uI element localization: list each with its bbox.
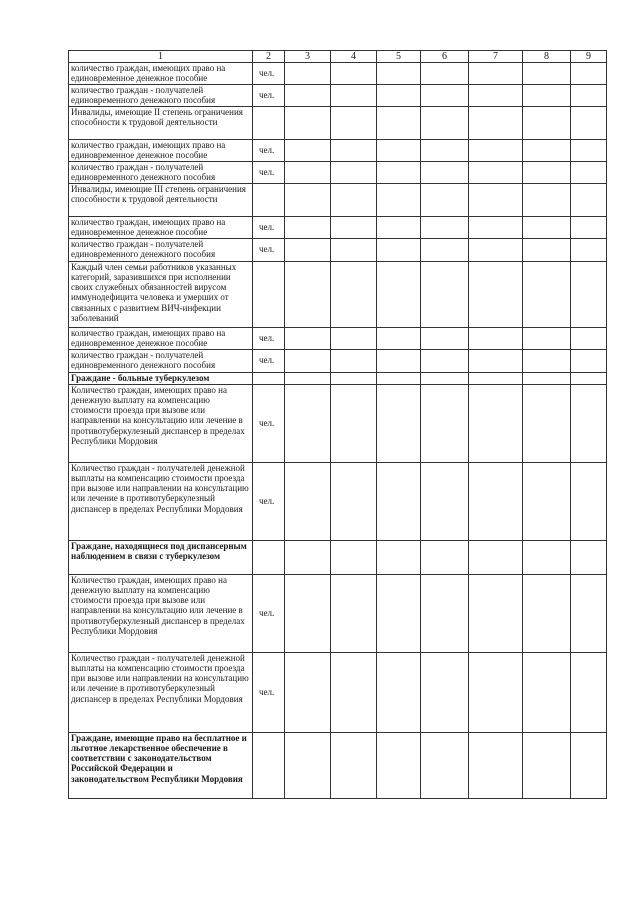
value-cell	[571, 161, 607, 183]
value-cell	[331, 574, 377, 652]
value-cell	[285, 652, 331, 732]
row-label: Каждый член семьи работников указанных категорий, заразившихся при исполнении своих служебных обязанностей вирусом иммунодефицита человека и умерших от связанных с развитием ВИЧ-инфекции заболеваний	[69, 261, 253, 327]
value-cell	[421, 183, 469, 216]
value-cell	[331, 349, 377, 372]
value-cell	[469, 216, 523, 238]
value-cell	[377, 384, 421, 462]
unit-cell	[253, 540, 285, 574]
value-cell	[469, 349, 523, 372]
value-cell	[523, 574, 571, 652]
table-row	[69, 349, 607, 372]
unit-cell: чел.	[253, 84, 285, 106]
column-header-1: 1	[69, 51, 253, 63]
value-cell	[469, 106, 523, 139]
data-table	[68, 50, 607, 799]
row-label: количество граждан, имеющих право на единовременное денежное пособие	[69, 327, 253, 349]
value-cell	[285, 574, 331, 652]
value-cell	[571, 238, 607, 261]
value-cell	[331, 216, 377, 238]
value-cell	[331, 139, 377, 161]
value-cell	[421, 349, 469, 372]
row-label: Граждане, находящиеся под диспансерным наблюдением в связи с туберкулезом	[69, 540, 253, 574]
column-header-4: 4	[331, 51, 377, 63]
value-cell	[469, 84, 523, 106]
value-cell	[377, 372, 421, 384]
value-cell	[377, 574, 421, 652]
value-cell	[571, 652, 607, 732]
table-row	[69, 652, 607, 732]
value-cell	[523, 327, 571, 349]
value-cell	[377, 139, 421, 161]
value-cell	[331, 106, 377, 139]
unit-cell: чел.	[253, 349, 285, 372]
row-label: количество граждан - получателей единовременного денежного пособия	[69, 161, 253, 183]
value-cell	[285, 216, 331, 238]
value-cell	[377, 652, 421, 732]
table-row	[69, 161, 607, 183]
column-header-5: 5	[377, 51, 421, 63]
section-row	[69, 732, 607, 798]
value-cell	[377, 327, 421, 349]
value-cell	[469, 574, 523, 652]
value-cell	[285, 372, 331, 384]
value-cell	[377, 732, 421, 798]
row-label: Количество граждан - получателей денежной выплаты на компенсацию стоимости проезда при вызове или направлении на консультацию или лечение в противотуберкулезный диспансер в пределах Республики Мордовия	[69, 462, 253, 540]
unit-cell: чел.	[253, 63, 285, 85]
value-cell	[523, 216, 571, 238]
table-row	[69, 462, 607, 540]
value-cell	[377, 106, 421, 139]
table-row	[69, 261, 607, 327]
unit-cell: чел.	[253, 462, 285, 540]
value-cell	[331, 372, 377, 384]
value-cell	[421, 216, 469, 238]
value-cell	[571, 183, 607, 216]
value-cell	[377, 462, 421, 540]
value-cell	[421, 372, 469, 384]
row-label: Инвалиды, имеющие II степень ограничения способности к трудовой деятельности	[69, 106, 253, 139]
row-label: Граждане, имеющие право на бесплатное и льготное лекарственное обеспечение в соответствии с законодательством Российской Федерации и законодательством Республики Мордовия	[69, 732, 253, 798]
value-cell	[331, 63, 377, 85]
value-cell	[285, 462, 331, 540]
value-cell	[469, 372, 523, 384]
value-cell	[421, 384, 469, 462]
value-cell	[377, 63, 421, 85]
value-cell	[331, 238, 377, 261]
value-cell	[421, 652, 469, 732]
value-cell	[469, 139, 523, 161]
value-cell	[571, 216, 607, 238]
value-cell	[285, 349, 331, 372]
value-cell	[469, 161, 523, 183]
value-cell	[285, 540, 331, 574]
row-label: Инвалиды, имеющие III степень ограничения способности к трудовой деятельности	[69, 183, 253, 216]
value-cell	[285, 238, 331, 261]
value-cell	[331, 183, 377, 216]
row-label: количество граждан - получателей единовременного денежного пособия	[69, 238, 253, 261]
value-cell	[421, 161, 469, 183]
value-cell	[571, 327, 607, 349]
value-cell	[331, 384, 377, 462]
value-cell	[523, 349, 571, 372]
value-cell	[331, 462, 377, 540]
value-cell	[285, 261, 331, 327]
value-cell	[421, 106, 469, 139]
value-cell	[421, 540, 469, 574]
value-cell	[421, 574, 469, 652]
value-cell	[421, 238, 469, 261]
value-cell	[571, 139, 607, 161]
value-cell	[285, 63, 331, 85]
column-header-8: 8	[523, 51, 571, 63]
value-cell	[523, 139, 571, 161]
unit-cell: чел.	[253, 161, 285, 183]
value-cell	[285, 384, 331, 462]
value-cell	[421, 63, 469, 85]
value-cell	[469, 327, 523, 349]
unit-cell: чел.	[253, 216, 285, 238]
value-cell	[285, 161, 331, 183]
value-cell	[469, 732, 523, 798]
value-cell	[523, 63, 571, 85]
value-cell	[469, 462, 523, 540]
row-label: Количество граждан - получателей денежной выплаты на компенсацию стоимости проезда при вызове или направлении на консультацию или лечение в противотуберкулезный диспансер в пределах Республики Мордовия	[69, 652, 253, 732]
value-cell	[421, 327, 469, 349]
value-cell	[523, 106, 571, 139]
value-cell	[421, 139, 469, 161]
value-cell	[523, 652, 571, 732]
value-cell	[377, 183, 421, 216]
unit-cell	[253, 372, 285, 384]
table-row	[69, 183, 607, 216]
column-header-2: 2	[253, 51, 285, 63]
value-cell	[285, 139, 331, 161]
column-header-3: 3	[285, 51, 331, 63]
value-cell	[377, 261, 421, 327]
table-row	[69, 139, 607, 161]
row-label: Граждане - больные туберкулезом	[69, 372, 253, 384]
value-cell	[331, 540, 377, 574]
row-label: количество граждан - получателей единовременного денежного пособия	[69, 84, 253, 106]
value-cell	[523, 84, 571, 106]
value-cell	[331, 261, 377, 327]
value-cell	[469, 238, 523, 261]
value-cell	[571, 63, 607, 85]
value-cell	[421, 462, 469, 540]
column-header-9: 9	[571, 51, 607, 63]
value-cell	[331, 161, 377, 183]
value-cell	[571, 462, 607, 540]
value-cell	[377, 84, 421, 106]
value-cell	[331, 732, 377, 798]
row-label: Количество граждан, имеющих право на денежную выплату на компенсацию стоимости проезда при вызове или направлении на консультацию или лечение в противотуберкулезный диспансер в пределах Республики Мордовия	[69, 384, 253, 462]
unit-cell: чел.	[253, 238, 285, 261]
table-row	[69, 384, 607, 462]
value-cell	[571, 106, 607, 139]
table-row	[69, 106, 607, 139]
row-label: количество граждан, имеющих право на единовременное денежное пособие	[69, 216, 253, 238]
value-cell	[523, 183, 571, 216]
table-row	[69, 216, 607, 238]
value-cell	[331, 327, 377, 349]
value-cell	[285, 106, 331, 139]
value-cell	[571, 372, 607, 384]
value-cell	[571, 84, 607, 106]
value-cell	[571, 261, 607, 327]
value-cell	[421, 84, 469, 106]
value-cell	[469, 652, 523, 732]
value-cell	[331, 652, 377, 732]
value-cell	[285, 183, 331, 216]
value-cell	[523, 384, 571, 462]
value-cell	[523, 238, 571, 261]
value-cell	[331, 84, 377, 106]
value-cell	[523, 732, 571, 798]
row-label: количество граждан - получателей единовременного денежного пособия	[69, 349, 253, 372]
header-row	[69, 51, 607, 63]
unit-cell	[253, 732, 285, 798]
column-header-6: 6	[421, 51, 469, 63]
value-cell	[571, 540, 607, 574]
unit-cell: чел.	[253, 384, 285, 462]
value-cell	[571, 732, 607, 798]
row-label: Количество граждан, имеющих право на денежную выплату на компенсацию стоимости проезда при вызове или направлении на консультацию или лечение в противотуберкулезный диспансер в пределах Республики Мордовия	[69, 574, 253, 652]
section-row	[69, 540, 607, 574]
unit-cell: чел.	[253, 139, 285, 161]
value-cell	[285, 84, 331, 106]
value-cell	[469, 63, 523, 85]
unit-cell	[253, 183, 285, 216]
value-cell	[523, 462, 571, 540]
table-row	[69, 574, 607, 652]
row-label: количество граждан, имеющих право на единовременное денежное пособие	[69, 139, 253, 161]
unit-cell	[253, 261, 285, 327]
row-label: количество граждан, имеющих право на единовременное денежное пособие	[69, 63, 253, 85]
value-cell	[523, 372, 571, 384]
value-cell	[285, 732, 331, 798]
unit-cell: чел.	[253, 327, 285, 349]
value-cell	[571, 384, 607, 462]
table-row	[69, 238, 607, 261]
value-cell	[469, 183, 523, 216]
table-row	[69, 63, 607, 85]
value-cell	[523, 161, 571, 183]
value-cell	[377, 216, 421, 238]
unit-cell	[253, 106, 285, 139]
value-cell	[571, 574, 607, 652]
column-header-7: 7	[469, 51, 523, 63]
value-cell	[421, 732, 469, 798]
value-cell	[523, 540, 571, 574]
unit-cell: чел.	[253, 574, 285, 652]
value-cell	[285, 327, 331, 349]
table-row	[69, 327, 607, 349]
value-cell	[523, 261, 571, 327]
section-row	[69, 372, 607, 384]
value-cell	[469, 384, 523, 462]
value-cell	[571, 349, 607, 372]
table-row	[69, 84, 607, 106]
value-cell	[377, 161, 421, 183]
value-cell	[469, 261, 523, 327]
value-cell	[377, 238, 421, 261]
value-cell	[377, 349, 421, 372]
value-cell	[421, 261, 469, 327]
unit-cell: чел.	[253, 652, 285, 732]
value-cell	[377, 540, 421, 574]
value-cell	[469, 540, 523, 574]
